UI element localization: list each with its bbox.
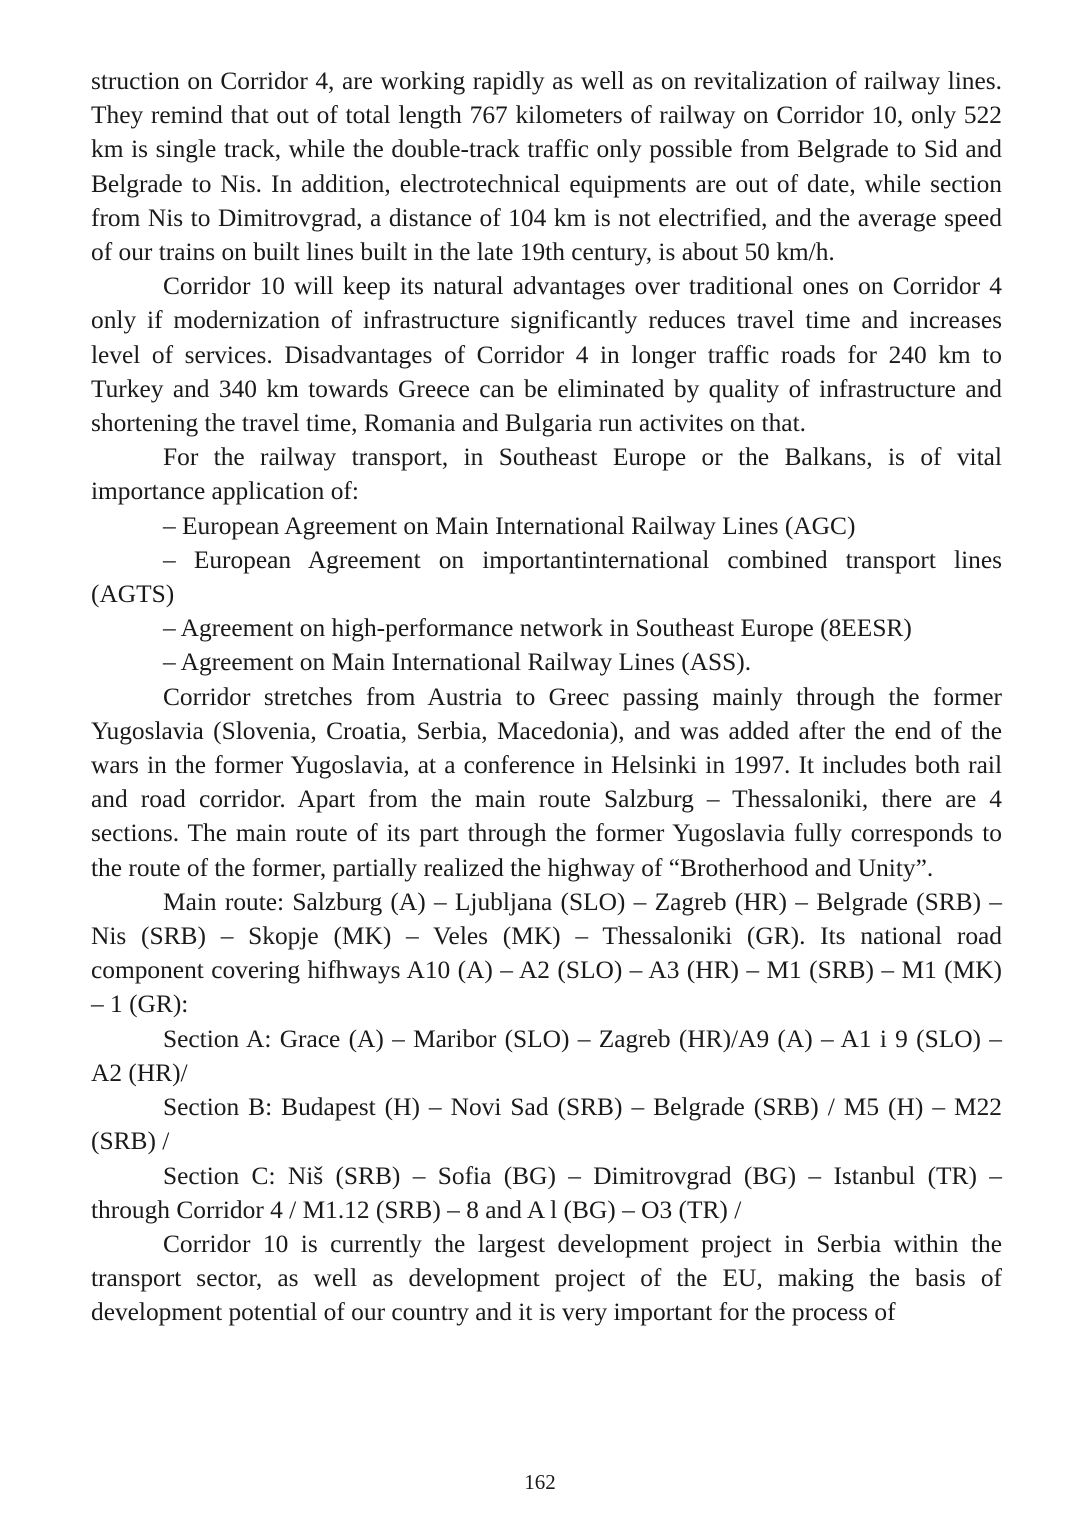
paragraph-section-b: Section B: Budapest (H) – Novi Sad (SRB) – Belgrade (SRB) / M5 (H) – M22 (SRB) /	[91, 1093, 1002, 1156]
paragraph-continuation: struction on Corridor 4, are working rapidly as well as on revitalization of railway lines. They remind that out of total length 767 kilometers of railway on Corridor 10, only 522 km is single track, while the double-track traffic only possible from Belgrade to Sid and Belgrade to Nis. In addition, electrotechnical equipments are out of date, while section from Nis to Dimitrovgrad, a distance of 104 km is not electrified, and the average speed of our trains on built lines built in the late 19th century, is about 50 km/h.	[91, 67, 1002, 267]
list-item-agts: – European Agreement on importantinternational combined transport lines (AGTS)	[91, 545, 1002, 609]
page-number: 162	[524, 1470, 556, 1494]
list-item-ass: – Agreement on Main International Railway Lines (ASS).	[163, 648, 752, 677]
paragraph-section-a: Section A: Grace (A) – Maribor (SLO) – Zagreb (HR)/A9 (A) – A1 i 9 (SLO) – A2 (HR)/	[91, 1024, 1002, 1087]
list-item-8eesr: – Agreement on high-performance network in Southeast Europe (8EESR)	[163, 614, 912, 643]
list-item-agc: – European Agreement on Main International Railway Lines (AGC)	[163, 511, 856, 540]
paragraph-section-c: Section C: Niš (SRB) – Sofia (BG) – Dimitrovgrad (BG) – Istanbul (TR) – through Corridor 4 / M1.12 (SRB) – 8 and A l (BG) – O3 (TR) /	[91, 1161, 1002, 1224]
paragraph-largest-project: Corridor 10 is currently the largest development project in Serbia within the transport sector, as well as development project of the EU, making the basis of development potential of our country and it is very important for the process of	[91, 1229, 1002, 1327]
paragraph-corridor-stretches: Corridor stretches from Austria to Greec passing mainly through the former Yugoslavia (Slovenia, Croatia, Serbia, Macedonia), and was added after the end of the wars in the former Yugoslavia, at a conference in Helsinki in 1997. It includes both rail and road corridor. Apart from the main route Salzburg – Thessaloniki, there are 4 sections. The main route of its part through the former Yugoslavia fully corresponds to the route of the former, partially realized the highway of “Brotherhood and Unity”.	[91, 682, 1002, 882]
paragraph-railway-transport-intro: For the railway transport, in Southeast Europe or the Balkans, is of vital importance application of:	[91, 443, 1002, 506]
paragraph-corridor-10-advantages: Corridor 10 will keep its natural advantages over traditional ones on Corridor 4 only if modernization of infrastructure significantly reduces travel time and increases level of services. Disadvantages of Corridor 4 in longer traffic roads for 240 km to Turkey and 340 km towards Greece can be eliminated by quality of infrastructure and shortening the travel time, Romania and Bulgaria run activites on that.	[91, 272, 1002, 438]
page-body	[91, 64, 1002, 1330]
paragraph-main-route: Main route: Salzburg (A) – Ljubljana (SLO) – Zagreb (HR) – Belgrade (SRB) – Nis (SRB) – Skopje (MK) – Veles (MK) – Thessaloniki (GR). Its national road component covering hifhways A10 (A) – A2 (SLO) – A3 (HR) – M1 (SRB) – M1 (MK) – 1 (GR):	[91, 887, 1002, 1019]
